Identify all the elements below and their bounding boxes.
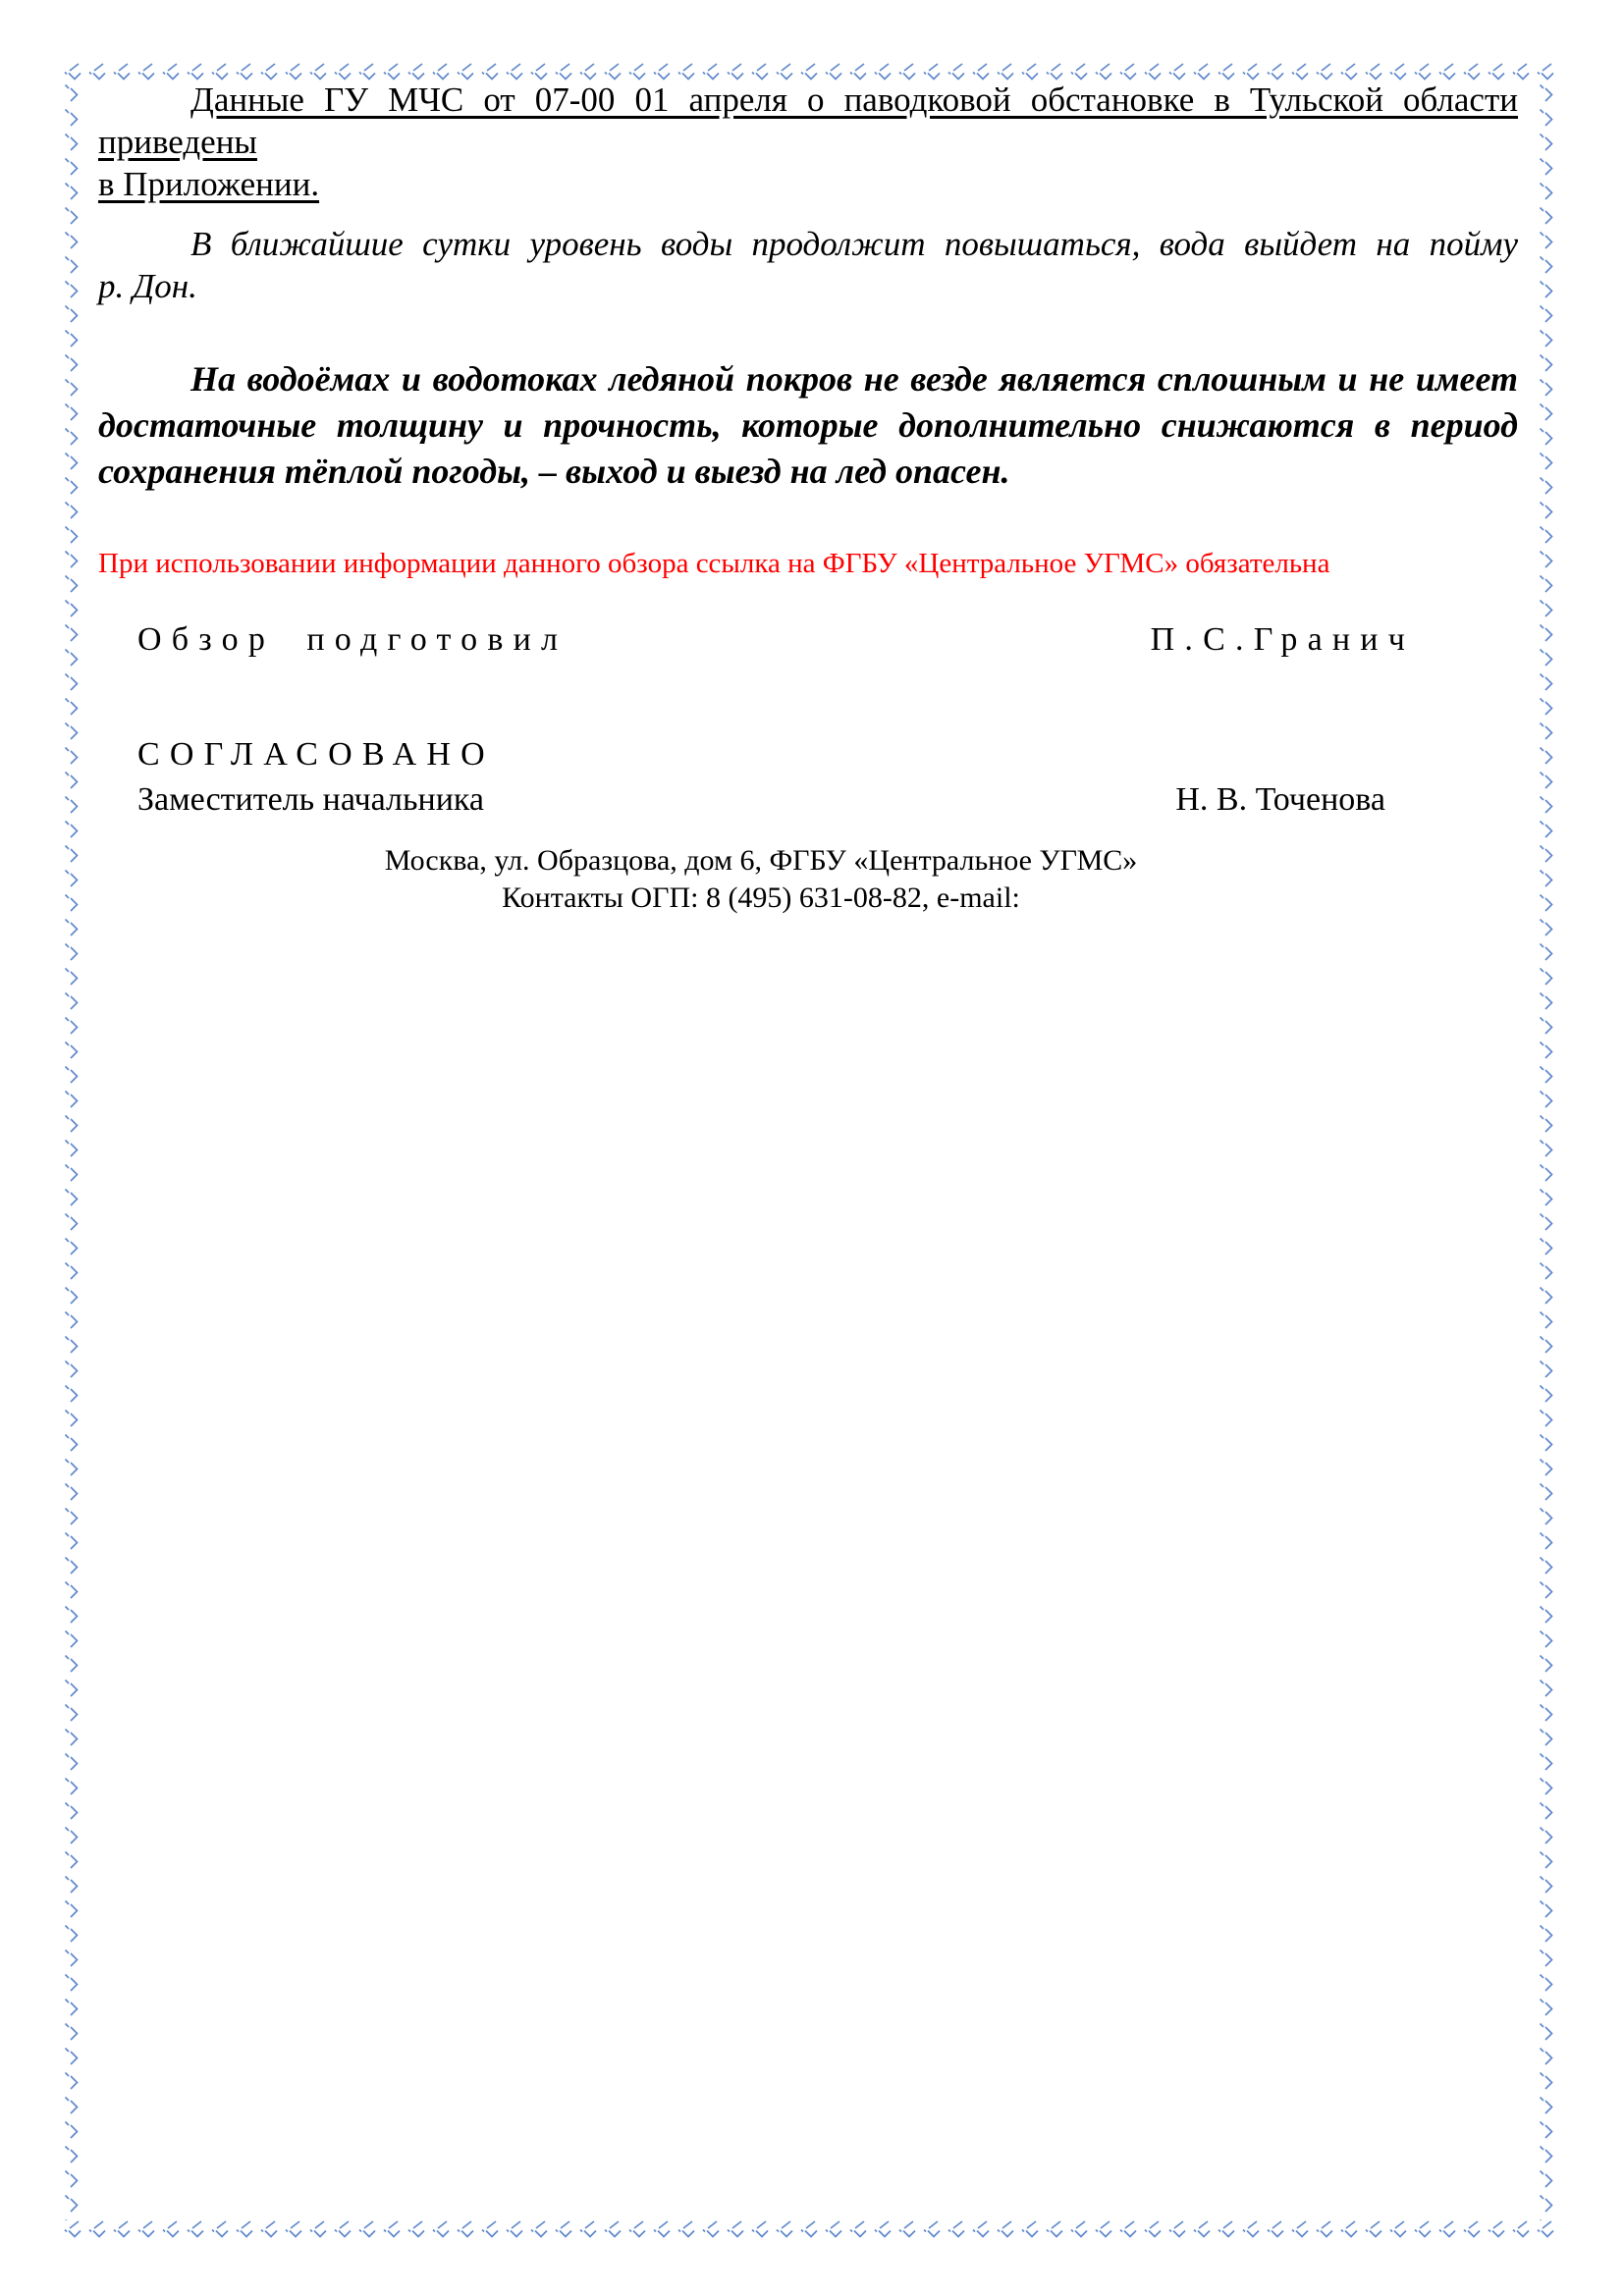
- forecast-line-1: В ближайшие сутки уровень воды продолжит повышаться, вода выйдет на пойму: [190, 225, 1518, 263]
- ice-warning-line-1: На водоёмах и водотоках ледяной покров не везде является сплошным и не имеет: [190, 359, 1518, 399]
- prepared-by-row: [98, 618, 1518, 662]
- appendix-note-line-1: Данные ГУ МЧС от 07-00 01 апреля о паводковой обстановке в Тульской области приведены: [98, 80, 1518, 161]
- ice-warning-paragraph: [98, 356, 1518, 495]
- forecast-paragraph: [98, 223, 1518, 307]
- ice-warning-line-2: достаточные толщину и прочность, которые дополнительно снижаются в период: [98, 405, 1518, 445]
- ice-warning-line-3: сохранения тёплой погоды, – выход и выезд на лед опасен.: [98, 452, 1010, 491]
- footer-block: [98, 842, 1424, 917]
- agreed-heading: СОГЛАСОВАНО: [137, 736, 495, 773]
- page-border-bottom: [63, 2220, 1557, 2240]
- copyright-notice: При использовании информации данного обзора ссылка на ФГБУ «Центральное УГМС» обязательна: [98, 548, 1330, 579]
- document-content: [98, 79, 1518, 917]
- page-border-right: [1538, 82, 1557, 2220]
- page-border-left: [63, 82, 82, 2220]
- appendix-note-paragraph: [98, 79, 1518, 205]
- agreed-name: Н. В. Точенова: [1175, 781, 1385, 818]
- forecast-line-2: р. Дон.: [98, 267, 197, 305]
- agreed-role: Заместитель начальника: [137, 781, 485, 818]
- prepared-by-name: П.С.Гранич: [1150, 621, 1415, 658]
- prepared-by-label: Обзор подготовил: [137, 621, 568, 658]
- footer-contacts: Контакты ОГП: 8 (495) 631-08-82, e-mail:: [502, 881, 1020, 914]
- footer-address: Москва, ул. Образцова, дом 6, ФГБУ «Центральное УГМС»: [384, 844, 1138, 877]
- agreed-row: [98, 778, 1518, 822]
- appendix-note-line-2: в Приложении.: [98, 165, 320, 203]
